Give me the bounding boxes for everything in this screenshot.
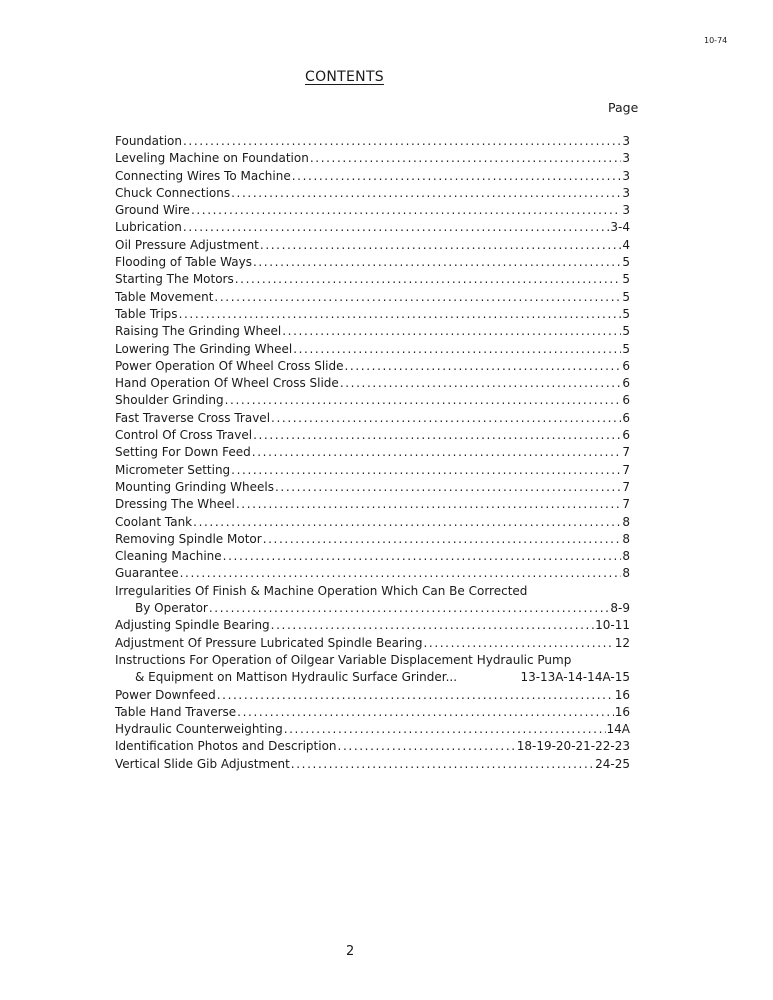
toc-entry-label: Lubrication	[115, 220, 182, 235]
toc-entry-page: 14A	[606, 722, 630, 737]
toc-entry-page: 18-19-20-21-22-23	[516, 739, 630, 754]
toc-entry-label: Dressing The Wheel	[115, 497, 235, 512]
toc-entry-label: Ground Wire	[115, 203, 190, 218]
toc-entry-label: Leveling Machine on Foundation	[115, 151, 309, 166]
toc-entry-page: 5	[622, 255, 630, 270]
toc-entry-page: 8	[622, 566, 630, 581]
toc-entry-page: 3-4	[610, 220, 630, 235]
toc-entry-label: Coolant Tank	[115, 514, 193, 529]
toc-entry-page: 5	[622, 289, 630, 304]
toc-entry-label: Guarantee	[115, 566, 179, 581]
toc-entry	[115, 411, 630, 428]
toc-entry-label: Irregularities Of Finish & Machine Operation Which Can Be Corrected	[115, 583, 528, 598]
toc-entry-page: 4	[622, 237, 630, 252]
toc-entry	[115, 739, 630, 756]
toc-entry-page: 7	[622, 462, 630, 477]
toc-entry	[115, 376, 630, 393]
toc-entry	[115, 497, 630, 514]
toc-entry-page: 24-25	[595, 756, 630, 771]
page-title: CONTENTS	[305, 69, 384, 85]
toc-entry-label: Adjusting Spindle Bearing	[115, 618, 270, 633]
toc-entry-page: 5	[622, 324, 630, 339]
toc-entry-page: 6	[622, 410, 630, 425]
toc-entry-label: Fast Traverse Cross Travel	[115, 410, 271, 425]
toc-entry-page: 6	[622, 358, 630, 373]
toc-entry-label: Table Movement	[115, 289, 214, 304]
toc-entry-label: Mounting Grinding Wheels	[115, 479, 274, 494]
toc-entry-page: 6	[622, 428, 630, 443]
toc-entry-page: 5	[622, 272, 630, 287]
toc-entry-label: & Equipment on Mattison Hydraulic Surface Grinder...	[135, 670, 458, 685]
toc-entry	[115, 584, 630, 601]
toc-entry-page: 6	[622, 393, 630, 408]
toc-entry	[115, 532, 630, 549]
toc-entry-label: Identification Photos and Description	[115, 739, 337, 754]
toc-entry-label: Cleaning Machine	[115, 549, 222, 564]
toc-entry-page: 5	[622, 306, 630, 321]
page-column-heading: Page	[608, 100, 639, 115]
toc-entry-label: Table Hand Traverse	[115, 704, 237, 719]
toc-entry-page: 8	[622, 531, 630, 546]
toc-entry-label: Oil Pressure Adjustment	[115, 237, 259, 252]
toc-entry	[115, 238, 630, 255]
toc-entry	[115, 186, 630, 203]
toc-entry-label: Removing Spindle Motor	[115, 531, 262, 546]
toc-entry-page: 5	[622, 341, 630, 356]
toc-entry-label: Starting The Motors	[115, 272, 234, 287]
toc-entry	[115, 515, 630, 532]
toc-entry	[115, 203, 630, 220]
toc-entry-label: By Operator	[135, 601, 208, 616]
toc-entry	[115, 342, 630, 359]
toc-entry-page: 6	[622, 376, 630, 391]
toc-entry	[115, 618, 630, 635]
toc-entry-label: Micrometer Setting	[115, 462, 231, 477]
toc-entry	[115, 307, 630, 324]
toc-entry	[115, 134, 630, 151]
toc-entry	[115, 463, 630, 480]
toc-entry-page: 3	[622, 151, 630, 166]
page-number: 2	[346, 944, 355, 959]
toc-entry-label: Setting For Down Feed	[115, 445, 251, 460]
toc-entry-page: 3	[622, 203, 630, 218]
toc-entry-label: Foundation	[115, 134, 182, 148]
toc-entry	[115, 393, 630, 410]
toc-entry-page: 7	[622, 479, 630, 494]
toc-entry	[115, 428, 630, 445]
toc-entry-label: Adjustment Of Pressure Lubricated Spindle Bearing	[115, 635, 423, 650]
toc-entry-label: Shoulder Grinding	[115, 393, 224, 408]
toc-entry	[115, 688, 630, 705]
toc-entry-page: 3	[622, 185, 630, 200]
toc-entry	[115, 757, 630, 774]
toc-entry-label: Flooding of Table Ways	[115, 255, 252, 270]
toc-entry-page: 8-9	[610, 601, 630, 616]
toc-entry-page: 16	[614, 704, 630, 719]
toc-entry	[115, 549, 630, 566]
toc-entry	[115, 601, 630, 618]
toc-entry	[115, 151, 630, 168]
toc-entry-page: 10-11	[595, 618, 630, 633]
toc-entry	[115, 636, 630, 653]
toc-entry-label: Chuck Connections	[115, 185, 231, 200]
toc-entry-page: 8	[622, 514, 630, 529]
page-title-wrap	[0, 66, 731, 85]
toc-entry-label: Power Downfeed	[115, 687, 216, 702]
toc-entry	[115, 359, 630, 376]
toc-entry-label: Vertical Slide Gib Adjustment	[115, 756, 290, 771]
toc-entry	[115, 480, 630, 497]
toc-entry-label: Power Operation Of Wheel Cross Slide	[115, 358, 344, 373]
toc-entry	[115, 705, 630, 722]
toc-entry	[115, 324, 630, 341]
toc-entry-label: Control Of Cross Travel	[115, 428, 253, 443]
toc-entry-label: Lowering The Grinding Wheel	[115, 341, 293, 356]
toc-entry-label: Hydraulic Counterweighting	[115, 722, 283, 737]
toc-entry	[115, 255, 630, 272]
toc-entry-page: 3	[622, 134, 630, 148]
toc-entry-page: 13-13A-14-14A-15	[520, 670, 630, 685]
toc-entry-page: 8	[622, 549, 630, 564]
toc-entry	[115, 169, 630, 186]
toc-entry-page: 7	[622, 445, 630, 460]
toc-entry-page: 16	[614, 687, 630, 702]
toc-entry	[115, 653, 630, 670]
toc-entry	[115, 272, 630, 289]
toc-entry	[115, 290, 630, 307]
toc-entry-label: Table Trips	[115, 306, 178, 321]
table-of-contents	[115, 134, 630, 774]
toc-entry	[115, 670, 630, 687]
toc-entry-page: 7	[622, 497, 630, 512]
toc-entry	[115, 566, 630, 583]
toc-entry	[115, 445, 630, 462]
toc-entry-page: 12	[614, 635, 630, 650]
toc-entry-label: Instructions For Operation of Oilgear Variable Displacement Hydraulic Pump	[115, 652, 572, 667]
toc-entry	[115, 220, 630, 237]
document-code: 10-74	[704, 36, 728, 45]
toc-entry-label: Raising The Grinding Wheel	[115, 324, 282, 339]
toc-entry	[115, 722, 630, 739]
toc-entry-label: Connecting Wires To Machine	[115, 168, 291, 183]
toc-entry-label: Hand Operation Of Wheel Cross Slide	[115, 376, 339, 391]
toc-entry-page: 3	[622, 168, 630, 183]
